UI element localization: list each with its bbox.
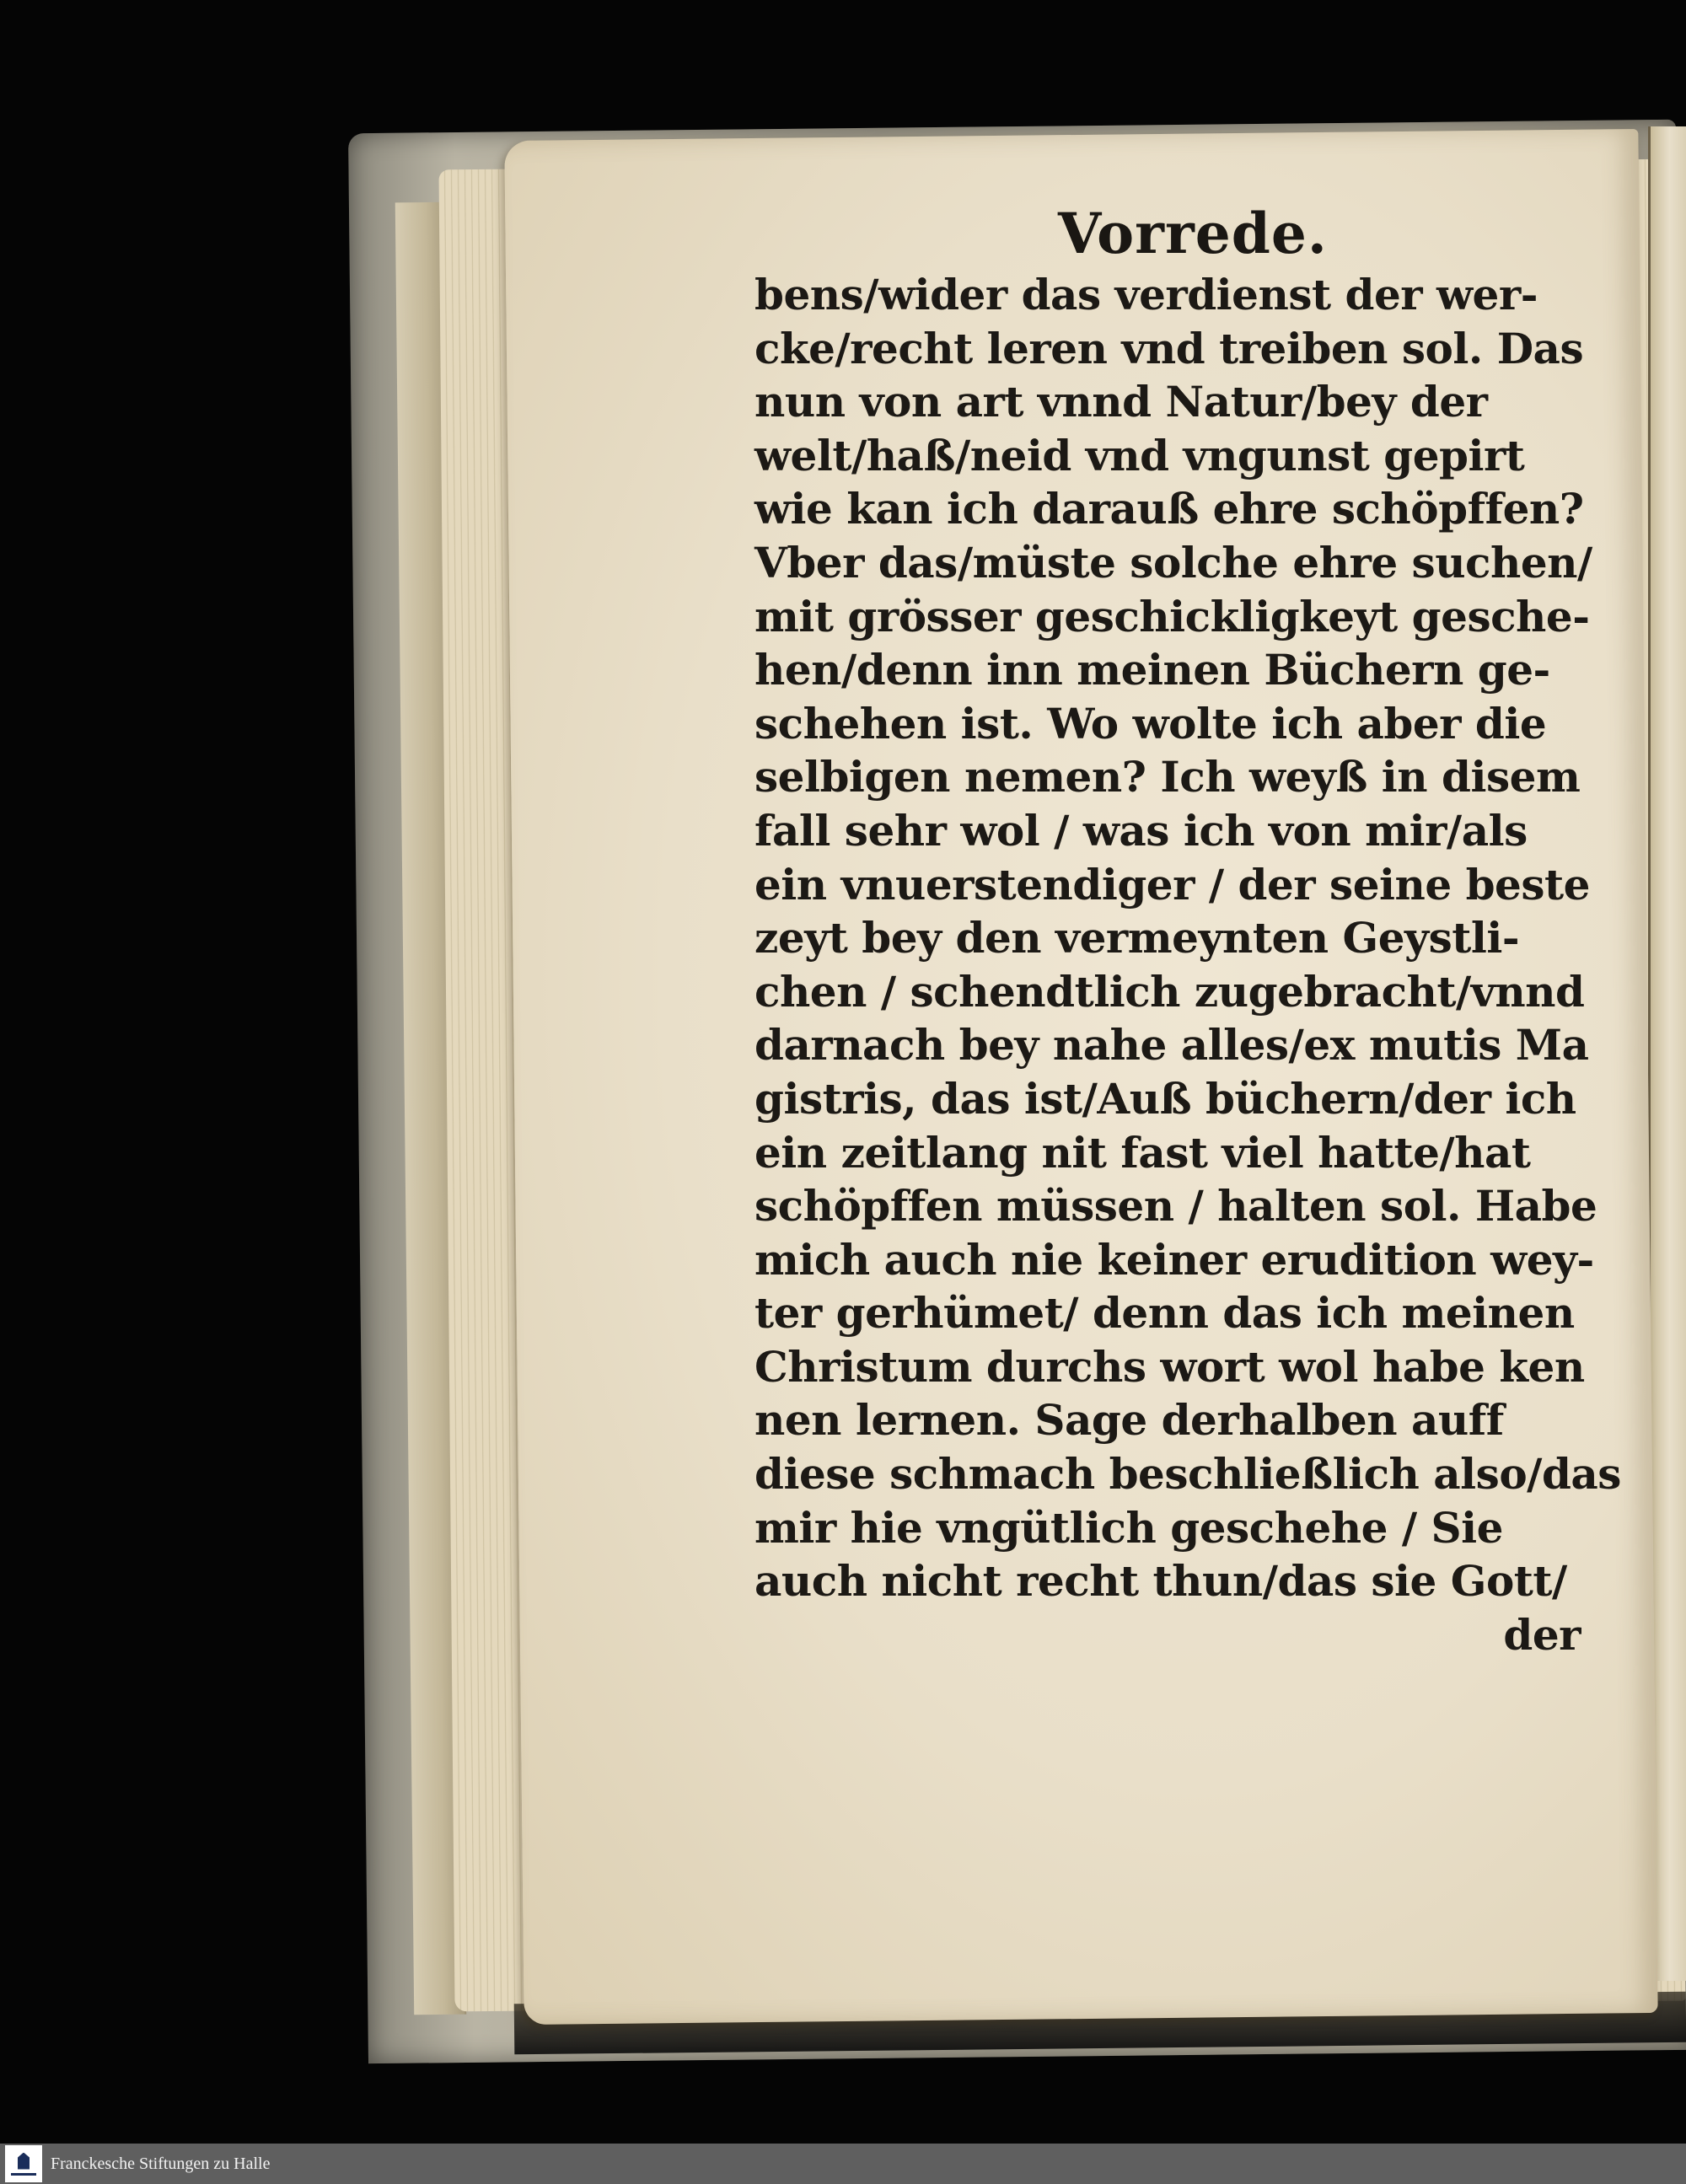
text-line: zeyt bey den vermeynten Geystli- [754, 913, 1520, 963]
text-line: wie kan ich darauß ehre schöpffen? [754, 484, 1584, 534]
text-body [754, 268, 1621, 1661]
text-line: diese schmach beschließlich also/das [754, 1449, 1621, 1500]
text-line: ein zeitlang nit fast viel hatte/hat [754, 1127, 1531, 1178]
text-line: chen / schendtlich zugebracht/vnnd [754, 966, 1585, 1017]
text-line: gistris, das ist/Auß büchern/der ich [754, 1073, 1576, 1124]
text-line: schehen ist. Wo wolte ich aber die [754, 698, 1547, 749]
text-line: Vber das/müste solche ehre suchen/ [754, 537, 1592, 588]
text-line: Christum durchs wort wol habe ken [754, 1341, 1585, 1392]
text-line: selbigen nemen? Ich weyß in disem [754, 752, 1581, 802]
text-line: nun von art vnnd Natur/bey der [754, 377, 1488, 427]
institution-logo [5, 2145, 42, 2182]
logo-wordmark [11, 2173, 36, 2176]
page-heading: Vorrede. [1058, 201, 1328, 266]
text-line: nen lernen. Sage derhalben auff [754, 1395, 1504, 1446]
text-line: bens/wider das verdienst der wer- [754, 270, 1538, 319]
text-line: mit grösser geschickligkeyt gesche- [754, 591, 1590, 641]
viewer-footer [0, 2144, 1686, 2184]
text-line: ter gerhümet/ denn das ich meinen [754, 1288, 1575, 1339]
text-line: mir hie vngütlich geschehe / Sie [754, 1502, 1503, 1553]
text-line: ein vnuerstendiger / der seine beste [754, 859, 1590, 910]
text-line: auch nicht recht thun/das sie Gott/ [754, 1556, 1567, 1607]
building-icon [18, 2153, 30, 2170]
text-line: mich auch nie keiner erudition wey- [754, 1234, 1594, 1285]
text-line: cke/recht leren vnd treiben sol. Das [754, 323, 1584, 373]
text-line: fall sehr wol / was ich von mir/als [754, 805, 1528, 856]
text-line: welt/haß/neid vnd vngunst gepirt [754, 430, 1525, 480]
text-line: hen/denn inn meinen Büchern ge- [754, 645, 1550, 695]
catchword: der [1503, 1609, 1581, 1660]
institution-name: Franckesche Stiftungen zu Halle [51, 2154, 271, 2173]
text-line: schöpffen müssen / halten sol. Habe [754, 1181, 1597, 1232]
text-line: darnach bey nahe alles/ex mutis Ma [754, 1020, 1589, 1071]
